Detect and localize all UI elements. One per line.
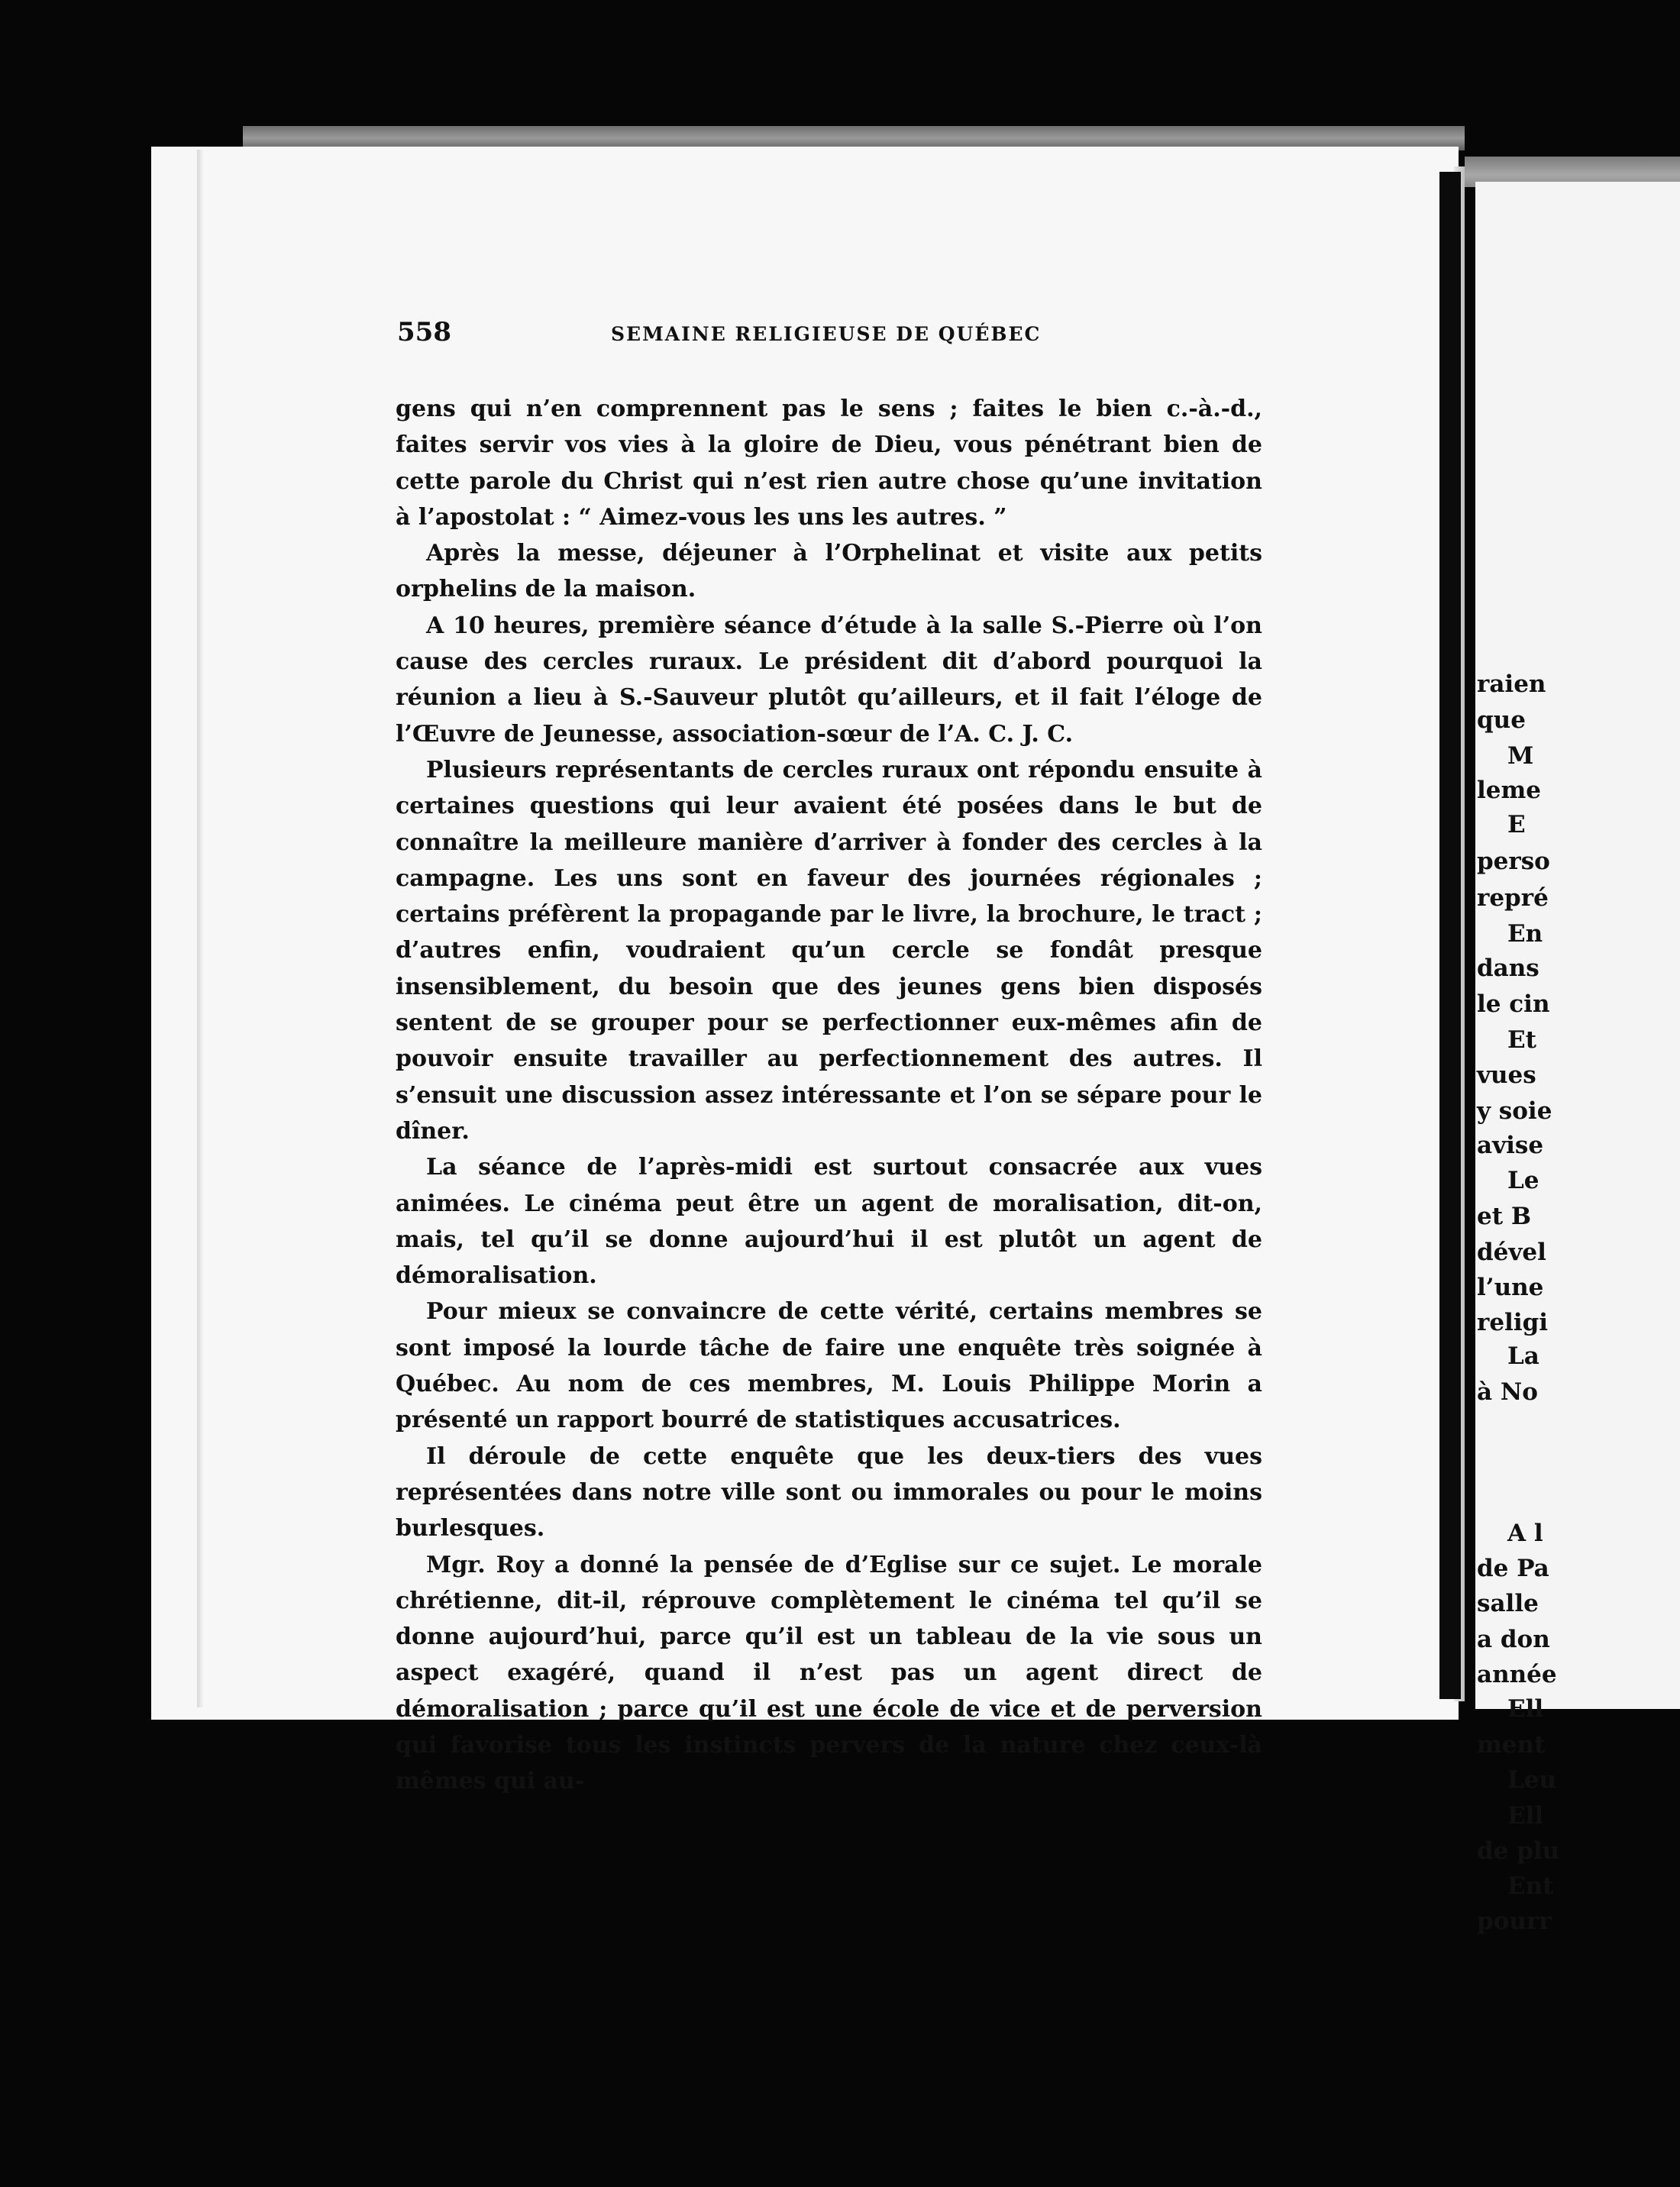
paragraph: gens qui n’en comprennent pas le sens ; faites le bien c.-à.-d., faites servir vos vies à la gloire de Dieu, vous pénétrant bien de cette parole du Christ qui n’est rien autre chose qu’une invitation à l’apostolat : “ Aimez-vous les uns les autres. ” bbox=[396, 396, 1262, 531]
next-page-line: de plu bbox=[1477, 1837, 1560, 1865]
next-page-line: a don bbox=[1477, 1626, 1550, 1653]
next-page-line: le cin bbox=[1477, 990, 1550, 1018]
next-page-line: religi bbox=[1477, 1309, 1549, 1336]
next-page-line: En bbox=[1507, 920, 1543, 948]
book-gutter bbox=[1439, 172, 1461, 1699]
next-page-line: vues bbox=[1477, 1061, 1536, 1089]
next-page-line: Le bbox=[1507, 1167, 1539, 1194]
page-header bbox=[397, 317, 1298, 355]
paragraph: A 10 heures, première séance d’étude à la salle S.-Pierre où l’on cause des cercles ruraux. Le président dit d’abord pourquoi la réunion a lieu à S.-Sauveur plutôt qu’ailleurs, et il fait l’éloge de l’Œuvre de Jeunesse, association-sœur de l’A. C. J. C. bbox=[396, 612, 1262, 748]
next-page-line: leme bbox=[1477, 777, 1542, 804]
next-page-line: dans bbox=[1477, 955, 1539, 982]
next-page-line: raien bbox=[1477, 670, 1546, 698]
next-page-line: Ell bbox=[1507, 1695, 1544, 1723]
next-page-line: salle bbox=[1477, 1590, 1539, 1617]
next-page-line: perso bbox=[1477, 848, 1550, 875]
next-page-line: l’une bbox=[1477, 1274, 1544, 1301]
next-page-line: et B bbox=[1477, 1203, 1532, 1230]
next-page-line: avise bbox=[1477, 1132, 1544, 1159]
body-text bbox=[396, 391, 1262, 1800]
paragraph: Pour mieux se convaincre de cette vérité, certains membres se sont imposé la lourde tâche de faire une enquête très soignée à Québec. Au nom de ces membres, M. Louis Philippe Morin a présenté un rapport bourré de statistiques accusatrices. bbox=[396, 1298, 1262, 1434]
paragraph: Après la messe, déjeuner à l’Orphelinat et visite aux petits orphelins de la maison. bbox=[396, 540, 1262, 603]
next-page-line: A l bbox=[1507, 1520, 1543, 1547]
next-page-line: Ell bbox=[1507, 1802, 1544, 1830]
running-head: SEMAINE RELIGIEUSE DE QUÉBEC bbox=[611, 323, 1042, 345]
next-page-line: y soie bbox=[1477, 1097, 1552, 1125]
next-page-line: que bbox=[1477, 706, 1526, 734]
next-page-line: Ent bbox=[1507, 1872, 1554, 1900]
next-page-line: La bbox=[1507, 1342, 1539, 1370]
next-page-line: ment bbox=[1477, 1731, 1546, 1759]
next-page-line: Leu bbox=[1507, 1766, 1557, 1794]
page-number: 558 bbox=[397, 317, 451, 347]
paragraph: La séance de l’après-midi est surtout consacrée aux vues animées. Le cinéma peut être un agent de moralisation, dit-on, mais, tel qu’il se donne aujourd’hui il est plutôt un agent de démoralisation. bbox=[396, 1154, 1262, 1290]
page-fold-shadow bbox=[197, 150, 203, 1707]
next-page-line: à No bbox=[1477, 1378, 1538, 1406]
next-page-line: année bbox=[1477, 1661, 1557, 1688]
next-page-line: M bbox=[1507, 742, 1534, 770]
next-page-line: dével bbox=[1477, 1239, 1546, 1266]
next-page-line: Et bbox=[1507, 1026, 1536, 1054]
paragraph: Mgr. Roy a donné la pensée de d’Eglise sur ce sujet. Le morale chrétienne, dit-il, réprouve complètement le cinéma tel qu’il se donne aujourd’hui, parce qu’il est un tableau de la vie sous un aspect exagéré, quand il n’est pas un agent direct de démoralisation ; parce qu’il est une école de vice et de perversion qui favorise tous les instincts pervers de la nature chez ceux-là mêmes qui au- bbox=[396, 1551, 1262, 1795]
paragraph: Plusieurs représentants de cercles ruraux ont répondu ensuite à certaines questions qui leur avaient été posées dans le but de connaître la meilleure manière d’arriver à fonder des cercles à la campagne. Les uns sont en faveur des journées régionales ; certains préfèrent la propagande par le livre, la brochure, le tract ; d’autres enfin, voudraient qu’un cercle se fondât presque insensiblement, du besoin que des jeunes gens bien disposés sentent de se grouper pour se perfectionner eux-mêmes afin de pouvoir ensuite travailler au perfectionnement des autres. Il s’ensuit une discussion assez intéressante et l’on se sépare pour le dîner. bbox=[396, 756, 1262, 1145]
right-page-fragment bbox=[1475, 182, 1680, 1935]
paragraph: Il déroule de cette enquête que les deux-tiers des vues représentées dans notre ville sont ou immorales ou pour le moins burlesques. bbox=[396, 1442, 1262, 1543]
next-page-line: repré bbox=[1477, 884, 1549, 912]
next-page-line: E bbox=[1507, 811, 1526, 838]
next-page-line: pourr bbox=[1477, 1908, 1552, 1935]
next-page-line: de Pa bbox=[1477, 1555, 1549, 1582]
